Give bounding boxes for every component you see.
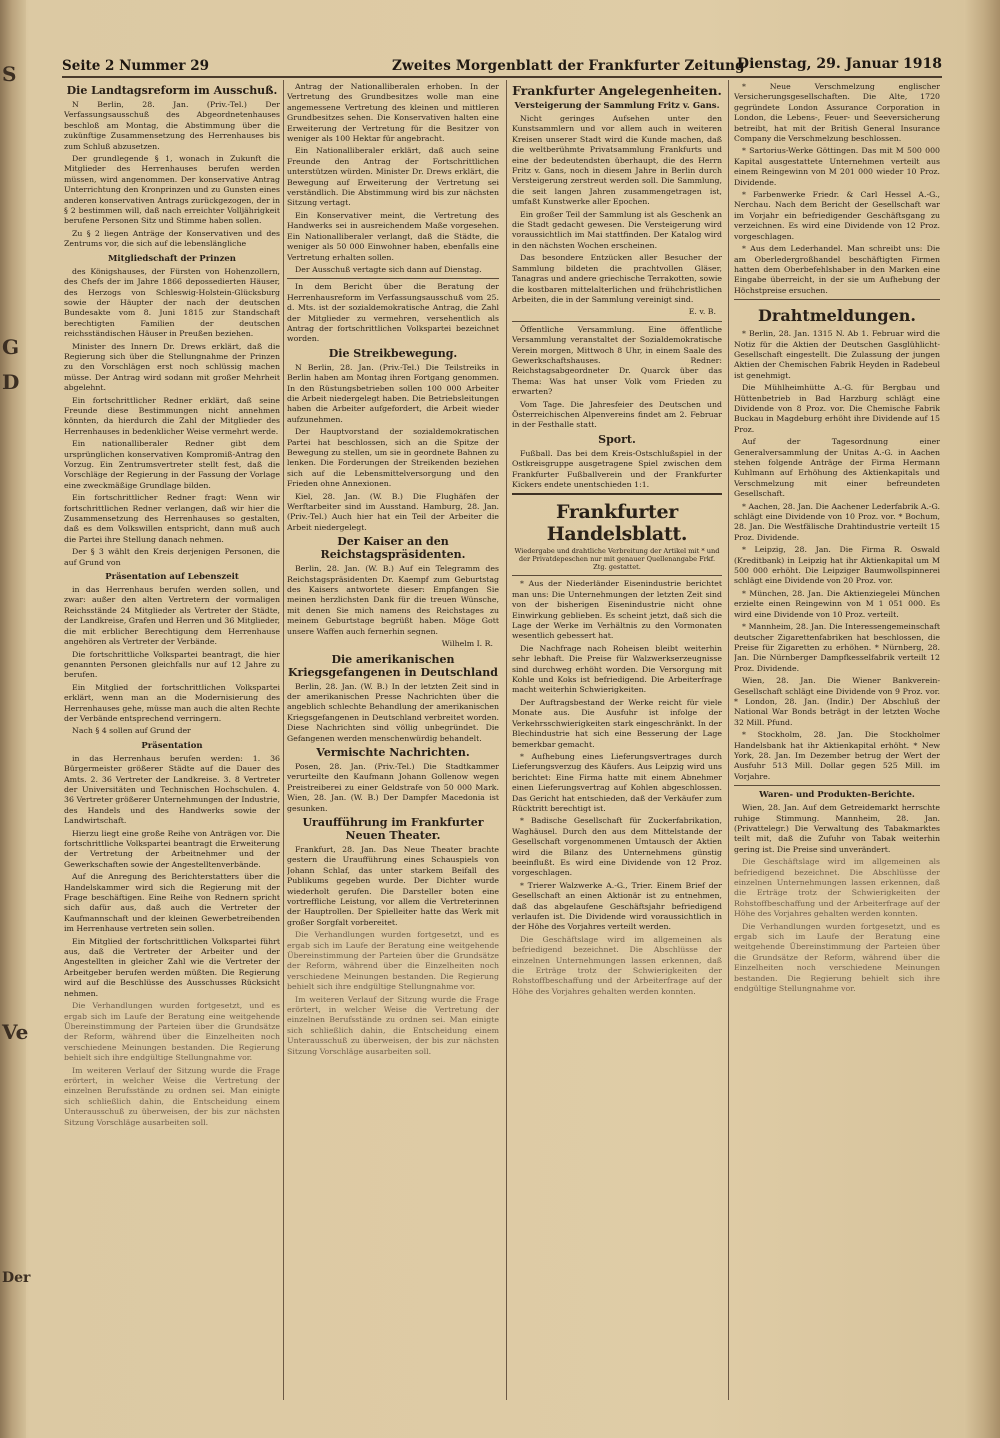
- paragraph: Vom Tage. Die Jahresfeier des Deutschen und Österreichischen Alpenvereins findet am 2. Februar in der Festhalle statt.: [512, 399, 722, 430]
- paragraph: * Aufhebung eines Lieferungsvertrages durch Lieferungsverzug des Käufers. Aus Leipzig wird uns berichtet: Eine Firma hatte mit einem Abnehmer einen Lieferungsvertrag auf Kohlen abgeschlossen. Das Gericht hat entschieden, daß der Verkäufer zum Rücktritt berechtigt ist.: [512, 751, 722, 813]
- column-4: [734, 82, 940, 1402]
- paragraph: * Berlin, 28. Jan. 1315 N. Ab 1. Februar wird die Notiz für die Aktien der Deutschen Gasglühlicht-Gesellschaft eingestellt. Die Zulassung der jungen Aktien der Chemischen Fabrik Heyden in Radebeul ist genehmigt.: [734, 329, 940, 380]
- right-page-edge: [964, 0, 1000, 1438]
- paragraph: Ein fortschrittlicher Redner erklärt, daß seine Freunde diese Bestimmungen nicht annehmen könnten, da hierdurch die Zahl der Mitglieder des Herrenhauses in bedenklicher Weise vermehrt werde.: [64, 395, 280, 436]
- issue-date: Dienstag, 29. Januar 1918: [736, 56, 942, 72]
- paragraph: * München, 28. Jan. Die Aktienziegelei München erzielte einen Reingewinn von M 1 051 000. Es wird eine Dividende von 10 Proz. verteilt.: [734, 588, 940, 619]
- handelsblatt-masthead: Frankfurter Handelsblatt.: [546, 501, 688, 546]
- left-page-edge: [0, 0, 29, 1438]
- paragraph: N Berlin, 28. Jan. (Priv.-Tel.) Die Teilstreiks in Berlin haben am Montag ihren Fortgang genommen. In den Rüstungsbetrieben sollen 100 000 Arbeiter die Arbeit niedergelegt haben. Die Betriebsleitungen haben die Arbeiter aufgefordert, die Arbeit wieder aufzunehmen.: [287, 362, 499, 424]
- paragraph: Die Nachfrage nach Roheisen bleibt weiterhin sehr lebhaft. Die Preise für Walzwerkserzeugnisse sind durchweg erhöht worden. Die Versorgung mit Kohle und Koks ist befriedigend. Die Arbeiterfrage macht weiterhin Schwierigkeiten.: [512, 643, 722, 695]
- paragraph: des Königshauses, der Fürsten von Hohenzollern, des Chefs der im Jahre 1866 depossedierten Häuser, des Herzogs von Schleswig-Holstein-Glücksburg sowie der Häupter der nach der deutschen Bundesakte vom 8. Juni 1815 zur Standschaft berechtigten Familien der deutschen reichsständischen Häuser in Preußen beziehen.: [64, 266, 280, 339]
- paragraph: Ein Nationalliberaler erklärt, daß auch seine Freunde den Antrag der Fortschrittlichen unterstützen würden. Minister Dr. Drews erklärt, die Bewegung auf Erweiterung der Vertretung sei verständlich. Die Abstimmung wird bis zur nächsten Sitzung vertagt.: [287, 146, 499, 208]
- edge-fragment: Der: [2, 1270, 31, 1286]
- newspaper-title: Zweites Morgenblatt der Frankfurter Zeitung: [392, 58, 745, 74]
- edge-fragment: S: [2, 62, 17, 86]
- paragraph: Die Verhandlungen wurden fortgesetzt, und es ergab sich im Laufe der Beratung eine weitgehende Übereinstimmung der Parteien über die Grundsätze der Reform, während über die Einzelheiten noch verschiedene Meinungen bestanden. Die Regierung behielt sich ihre endgültige Stellungnahme vor.: [287, 930, 499, 992]
- column-separator: [506, 80, 507, 1400]
- column-3: [512, 82, 722, 1402]
- paragraph: Ein nationalliberaler Redner gibt dem ursprünglichen konservativen Kompromiß-Antrag den Vorzug. Ein Zentrumsvertreter stellt fest, daß die Vorschläge der Regierung in der Fassung der Vorlage eine zweckmäßige Grundlage bilden.: [64, 439, 280, 490]
- section-title: Frankfurter Angelegenheiten.: [512, 83, 722, 98]
- paragraph: Der § 3 wählt den Kreis derjenigen Personen, die auf Grund von: [64, 547, 280, 567]
- paragraph: Die Geschäftslage wird im allgemeinen als befriedigend bezeichnet. Die Abschlüsse der einzelnen Unternehmungen lassen erkennen, daß die Erträge trotz der Schwierigkeiten der Rohstoffbeschaffung und der Arbeiterfrage auf der Höhe des Vorjahres gehalten werden konnten.: [512, 934, 722, 996]
- article-title: Die Landtagsreform im Ausschuß.: [66, 84, 278, 97]
- paragraph: Nach § 4 sollen auf Grund der: [72, 726, 191, 736]
- paragraph: Frankfurt, 28. Jan. Das Neue Theater brachte gestern die Uraufführung eines Schauspiels von Johann Schlaf, das unter starkem Beifall des Publikums gegeben wurde. Der Dichter wurde wiederholt gerufen. Die Darsteller boten eine vortreffliche Leistung, vor allem die Vertreterinnen der Hauptrollen. Der Spielleiter hatte das Werk mit großer Sorgfalt vorbereitet.: [287, 844, 499, 927]
- article-title: Die Streikbewegung.: [328, 346, 458, 360]
- paragraph: Auf die Anregung des Berichterstatters über die Handelskammer wird sich die Regierung mit der Frage beschäftigen. Eine Reihe von Rednern spricht sich dafür aus, daß auch die Vertreter der Kaufmannschaft und der kleinen Gewerbetreibenden im Herrenhause vertreten sein sollen.: [64, 872, 280, 934]
- divider: [512, 575, 722, 576]
- subheading: Mitgliedschaft der Prinzen: [108, 253, 236, 264]
- paragraph: * Aus dem Lederhandel. Man schreibt uns: Die am Oberledergroßhandel beschäftigten Firmen hatten dem Oberbefehlshaber in den Marken eine Eingabe überreicht, in der sie um Aufhebung der Höchstpreise ersuchen.: [734, 244, 940, 295]
- paragraph: Ein fortschrittlicher Redner fragt: Wenn wir fortschrittlichen Redner verlangen, daß wir hier die Zusammensetzung des Herrenhauses so gestalten, daß es dem Volkswillen entspricht, dann muß auch die Partei ihre Stellung danach nehmen.: [64, 493, 280, 544]
- edge-fragment: D: [2, 370, 20, 394]
- column-2: [287, 82, 499, 1402]
- paragraph: Der Ausschuß vertagte sich dann auf Dienstag.: [295, 264, 482, 274]
- paragraph: Wien, 28. Jan. Die Wiener Bankverein-Gesellschaft schlägt eine Dividende von 9 Proz. vor. * London, 28. Jan. (Indir.) Der Abschluß der National War Bonds beträgt in der letzten Woche 32 Mill. Pfund.: [734, 676, 940, 727]
- paragraph: Auf der Tagesordnung einer Generalversammlung der Unitas A.-G. in Aachen stehen folgende Anträge der Firma Hermann Kuhlmann auf Erhöhung des Aktienkapitals und Verschmelzung mit einer befreundeten Gesellschaft.: [734, 437, 940, 499]
- paragraph: Zu § 2 liegen Anträge der Konservativen und des Zentrums vor, die sich auf die lebenslängliche: [64, 228, 280, 249]
- paragraph: In dem Bericht über die Beratung der Herrenhausreform im Verfassungsausschuß vom 25. d. Mts. ist der sozialdemokratische Antrag, die Zahl der Mitglieder zu vermehren, versehentlich als Antrag der fortschrittlichen Volkspartei bezeichnet worden.: [287, 282, 499, 344]
- article-title: Die amerikanischen Kriegsgefangenen in Deutschland: [288, 652, 498, 679]
- paragraph: * Aus der Niederländer Eisenindustrie berichtet man uns: Die Unternehmungen der letzten Zeit sind von der bisherigen Eisenindustrie nicht ohne Einwirkung geblieben. Es scheint jetzt, daß sich die Lage der Werke im Verhältnis zu den Vormonaten wesentlich gebessert hat.: [512, 579, 722, 641]
- paragraph: Kiel, 28. Jan. (W. B.) Die Flughäfen der Werftarbeiter sind im Ausstand. Hamburg, 28. Jan. (Priv.-Tel.) Auch hier hat ein Teil der Arbeiter die Arbeit niedergelegt.: [287, 491, 499, 532]
- paragraph: Der Auftragsbestand der Werke reicht für viele Monate aus. Die Ausfuhr ist infolge der Verkehrsschwierigkeiten stark eingeschränkt. In der Blechindustrie hat sich eine Besserung der Lage bemerkbar gemacht.: [512, 697, 722, 749]
- column-separator: [728, 80, 729, 1400]
- paragraph: Die Verhandlungen wurden fortgesetzt, und es ergab sich im Laufe der Beratung eine weitgehende Übereinstimmung der Parteien über die Grundsätze der Reform, während über die Einzelheiten noch verschiedene Meinungen bestanden. Die Regierung behielt sich ihre endgültige Stellungnahme vor.: [64, 1001, 280, 1063]
- paragraph: Die Mühlheimhütte A.-G. für Bergbau und Hüttenbetrieb in Bad Harzburg schlägt eine Dividende von 8 Proz. vor. Die Chemische Fabrik Buckau in Magdeburg erhöht ihre Dividende auf 15 Proz.: [734, 383, 940, 434]
- masthead-note: Wiedergabe und drahtliche Verbreitung der Artikel mit * und der Privatdepeschen nur mit genauer Quellenangabe Frkf. Ztg. gestattet.: [514, 547, 720, 572]
- paragraph: in das Herrenhaus berufen werden: 1. 36 Bürgermeister größerer Städte auf die Dauer des Amts. 2. 36 Vertreter der Landkreise. 3. 8 Vertreter der Universitäten und Technischen Hochschulen. 4. 36 Vertreter größerer Unternehmungen der Industrie, des Handels und des Handwerks sowie der Landwirtschaft.: [64, 753, 280, 826]
- signature: E. v. B.: [688, 307, 716, 317]
- paragraph: Nicht geringes Aufsehen unter den Kunstsammlern und vor allem auch in weiteren Kreisen unserer Stadt wird die Kunde machen, daß die weltberühmte Privatsammlung Frankfurts und eine der bedeutendsten überhaupt, die des Herrn Fritz v. Gans, noch in diesem Jahre in Berlin durch Versteigerung zerstreut werden soll. Die Sammlung, die seit langen Jahren zusammengetragen ist, umfaßt Kunstwerke aller Epochen.: [512, 114, 722, 207]
- paragraph: Ein Mitglied der fortschrittlichen Volkspartei erklärt, wenn man an die Modernisierung des Herrenhauses gehe, müsse man auch die alten Rechte der Verbände entsprechend verringern.: [64, 682, 280, 723]
- paragraph: Berlin, 28. Jan. (W. B.) In der letzten Zeit sind in der amerikanischen Presse Nachrichten über die angeblich schlechte Behandlung der amerikanischen Kriegsgefangenen in Deutschland verbreitet worden. Diese Nachrichten sind völlig unbegründet. Die Gefangenen werden menschenwürdig behandelt.: [287, 681, 499, 743]
- column-1: [64, 82, 280, 1402]
- paragraph: * Sartorius-Werke Göttingen. Das mit M 500 000 Kapital ausgestattete Unternehmen verteilt aus einem Reingewinn von M 201 000 wieder 10 Proz. Dividende.: [734, 146, 940, 187]
- paragraph: Das besondere Entzücken aller Besucher der Sammlung bildeten die prachtvollen Gläser, Tanagras und andere griechische Terrakotten, sowie die kostbaren mittelalterlichen und frühchristlichen Arbeiten, die in der Sammlung vereinigt sind.: [512, 253, 722, 304]
- article-title: Uraufführung im Frankfurter Neuen Theater.: [302, 815, 484, 842]
- paragraph: N Berlin, 28. Jan. (Priv.-Tel.) Der Verfassungsausschuß des Abgeordnetenhauses beschloß am Montag, die Abstimmung über die zukünftige Zusammensetzung des Herrenhauses bis zum Schluß abzusetzen.: [64, 100, 280, 151]
- paragraph: Minister des Innern Dr. Drews erklärt, daß die Regierung sich über die Stellungnahme der Prinzen zu den Vorschlägen erst noch schlüssig machen müsse. Der Antrag wird sodann mit großer Mehrheit abgelehnt.: [64, 341, 280, 393]
- paragraph: Ein großer Teil der Sammlung ist als Geschenk an die Stadt gedacht gewesen. Die Versteigerung wird voraussichtlich im Mai stattfinden. Der Katalog wird in den nächsten Wochen erscheinen.: [512, 209, 722, 250]
- signature: Wilhelm I. R.: [441, 639, 493, 649]
- paragraph: Die Geschäftslage wird im allgemeinen als befriedigend bezeichnet. Die Abschlüsse der einzelnen Unternehmungen lassen erkennen, daß die Erträge trotz der Schwierigkeiten der Rohstoffbeschaffung und der Arbeiterfrage auf der Höhe des Vorjahres gehalten werden konnten.: [734, 857, 940, 919]
- article-title: Der Kaiser an den Reichstagspräsidenten.: [320, 535, 466, 562]
- paragraph: * Stockholm, 28. Jan. Die Stockholmer Handelsbank hat ihr Aktienkapital erhöht. * New York, 28. Jan. Im Dezember betrug der Wert der Ausfuhr 513 Mill. Dollar gegen 525 Mill. im Vorjahre.: [734, 730, 940, 781]
- paragraph: Posen, 28. Jan. (Priv.-Tel.) Die Stadtkammer verurteilte den Kaufmann Johann Gollenow wegen Preistreiberei zu einer Geldstrafe von 50 000 Mark. Wien, 28. Jan. (W. B.) Der Dampfer Macedonia ist gesunken.: [287, 761, 499, 813]
- paragraph: Im weiteren Verlauf der Sitzung wurde die Frage erörtert, in welcher Weise die Vertretung der einzelnen Berufsstände zu ordnen sei. Man einigte sich schließlich dahin, die Entscheidung einem Unterausschuß zu überweisen, der bis zur nächsten Sitzung Vorschläge ausarbeiten soll.: [287, 994, 499, 1056]
- paragraph: * Leipzig, 28. Jan. Die Firma R. Oswald (Kreditbank) in Leipzig hat ihr Aktienkapital um M 500 000 erhöht. Die Leipziger Baumwollspinnerei schlägt eine Dividende von 20 Proz. vor.: [734, 545, 940, 586]
- paragraph: Öffentliche Versammlung. Eine öffentliche Versammlung veranstaltet der Sozialdemokratische Verein morgen, Mittwoch 8 Uhr, in einem Saale des Gewerkschaftshauses. Redner: Reichstagsabgeordneter Dr. Quarck über das Thema: Was hat unser Volk vom Frieden zu erwarten?: [512, 324, 722, 397]
- page-number: Seite 2 Nummer 29: [62, 58, 209, 74]
- paragraph: * Neue Verschmelzung englischer Versicherungsgesellschaften. Die Alte, 1720 gegründete London Assurance Corporation in London, die Lebens-, Feuer- und Seeversicherung betreibt, hat mit der British General Insurance Company die Verschmelzung beschlossen.: [734, 82, 940, 144]
- page-header: [62, 56, 942, 78]
- paragraph: Der grundlegende § 1, wonach in Zukunft die Mitglieder des Herrenhauses berufen werden müssen, wird angenommen. Der konservative Antrag Unterrichtung den Kronprinzen und zu Gunsten eines anderen konservativen Antrags zurückgezogen, der in § 2 bestimmen will, daß nach erreichter Volljährigkeit berufene Personen Sitz und Stimme haben sollen.: [64, 154, 280, 226]
- subheading: Präsentation: [141, 740, 203, 751]
- subheading: Waren- und Produkten-Berichte.: [759, 790, 915, 801]
- paragraph: Die Verhandlungen wurden fortgesetzt, und es ergab sich im Laufe der Beratung eine weitgehende Übereinstimmung der Parteien über die Grundsätze der Reform, während über die Einzelheiten noch verschiedene Meinungen bestanden. Die Regierung behielt sich ihre endgültige Stellungnahme vor.: [734, 921, 940, 994]
- divider: [512, 493, 722, 495]
- header-rule: [62, 76, 942, 78]
- edge-fragment: Ve: [2, 1020, 29, 1044]
- paragraph: Fußball. Das bei dem Kreis-Ostschlußspiel in der Ostkreisgruppe ausgetragene Spiel zwischen dem Frankfurter Fußballverein und der Frankfurter Kickers endete unentschieden 1:1.: [512, 448, 722, 489]
- divider: [734, 299, 940, 300]
- paragraph: * Trierer Walzwerke A.-G., Trier. Einem Brief der Gesellschaft an einen Aktionär ist zu entnehmen, daß das abgelaufene Geschäftsjahr befriedigend verlaufen ist. Die Dividende wird voraussichtlich in der Höhe des Vorjahres verteilt werden.: [512, 880, 722, 932]
- paragraph: Ein Mitglied der fortschrittlichen Volkspartei führt aus, daß die Vertreter der Arbeiter und der Angestellten in gleicher Zahl wie die Vertreter der Arbeitgeber berufen werden müßten. Die Regierung wird auf die Beschlüsse des Ausschusses Rücksicht nehmen.: [64, 936, 280, 998]
- article-title: Vermischte Nachrichten.: [316, 745, 470, 759]
- paragraph: * Badische Gesellschaft für Zuckerfabrikation, Waghäusel. Durch den aus dem Mittelstande der Gesellschaft vorgenommenen Umtausch der Aktien wird die Bilanz des Unternehmens günstig beeinflußt. Es wird eine Dividende von 12 Proz. vorgeschlagen.: [512, 816, 722, 878]
- divider: [512, 321, 722, 322]
- paragraph: * Mannheim, 28. Jan. Die Interessengemeinschaft deutscher Zigarettenfabriken hat beschlossen, die Preise für Zigaretten zu erhöhen. * Nürnberg, 28. Jan. Die Nürnberger Dampfkesselfabrik verteilt 12 Proz. Dividende.: [734, 622, 940, 673]
- paragraph: * Farbenwerke Friedr. & Carl Hessel A.-G., Nerchau. Nach dem Bericht der Gesellschaft war im Vorjahr ein befriedigender Geschäftsgang zu verzeichnen. Es wird eine Dividende von 12 Proz. vorgeschlagen.: [734, 190, 940, 241]
- paragraph: Berlin, 28. Jan. (W. B.) Auf ein Telegramm des Reichstagspräsidenten Dr. Kaempf zum Geburtstag des Kaisers antwortete dieser: Empfangen Sie meinen herzlichsten Dank für die treuen Wünsche, mit denen Sie mich namens des Reichstages zu meinem Geburtstage begrüßt haben. Möge Gott unsere Waffen auch fernerhin segnen.: [287, 564, 499, 636]
- paragraph: * Aachen, 28. Jan. Die Aachener Lederfabrik A.-G. schlägt eine Dividende von 10 Proz. vor. * Bochum, 28. Jan. Die Westfälische Drahtindustrie verteilt 15 Proz. Dividende.: [734, 501, 940, 542]
- subheading: Versteigerung der Sammlung Fritz v. Gans.: [514, 101, 720, 111]
- edge-fragment: G: [2, 335, 20, 359]
- section-title: Sport.: [598, 432, 636, 446]
- paragraph: Hierzu liegt eine große Reihe von Anträgen vor. Die fortschrittliche Volkspartei beantragt die Erweiterung der Vertretung der Arbeitnehmer und der Gewerkschaften sowie der Angestelltenverbände.: [64, 828, 280, 869]
- paragraph: Wien, 28. Jan. Auf dem Getreidemarkt herrschte ruhige Stimmung. Mannheim, 28. Jan. (Privattelegr.) Die Verwaltung des Tabakmarktes teilt mit, daß die Zufuhr von Tabak weiterhin gering ist. Die Preise sind unverändert.: [734, 803, 940, 854]
- paragraph: Im weiteren Verlauf der Sitzung wurde die Frage erörtert, in welcher Weise die Vertretung der einzelnen Berufsstände zu ordnen sei. Man einigte sich schließlich dahin, die Entscheidung einem Unterausschuß zu überweisen, der bis zur nächsten Sitzung Vorschläge ausarbeiten soll.: [64, 1065, 280, 1127]
- column-separator: [283, 80, 284, 1400]
- divider: [287, 278, 499, 279]
- section-title: Drahtmeldungen.: [758, 306, 916, 326]
- subheading: Präsentation auf Lebenszeit: [105, 572, 239, 583]
- paragraph: Die fortschrittliche Volkspartei beantragt, die hier genannten Personen gleichfalls nur auf 12 Jahre zu berufen.: [64, 649, 280, 680]
- paragraph: in das Herrenhaus berufen werden sollen, und zwar: außer den alten Vertretern der vormaligen Reichsstände 24 Mitglieder als Vertreter der Städte, der Landkreise, Grafen und Herren und 36 Mitglieder, die mit erblicher Berechtigung dem Herrenhause angehören als Vertreter der Verbände.: [64, 585, 280, 647]
- paragraph: Ein Konservativer meint, die Vertretung des Handwerks sei in ausreichendem Maße vorgesehen. Ein Nationalliberaler verlangt, daß die Städte, die weniger als 50 000 Einwohner haben, ebenfalls eine Vertretung erhalten sollen.: [287, 210, 499, 262]
- divider: [734, 785, 940, 786]
- paragraph: Der Hauptvorstand der sozialdemokratischen Partei hat beschlossen, sich an die Spitze der Bewegung zu stellen, um sie in geordnete Bahnen zu lenken. Die Forderungen der Streikenden beziehen sich auf die Lebensmittelversorgung und den Frieden ohne Annexionen.: [287, 427, 499, 489]
- paragraph: Antrag der Nationalliberalen erhoben. In der Vertretung des Grundbesitzes wolle man eine angemessene Vertretung des kleinen und mittleren Grundbesitzes sehen. Die Konservativen halten eine Erweiterung der Vertretung für die Besitzer von weniger als 100 Hektar für angebracht.: [287, 82, 499, 144]
